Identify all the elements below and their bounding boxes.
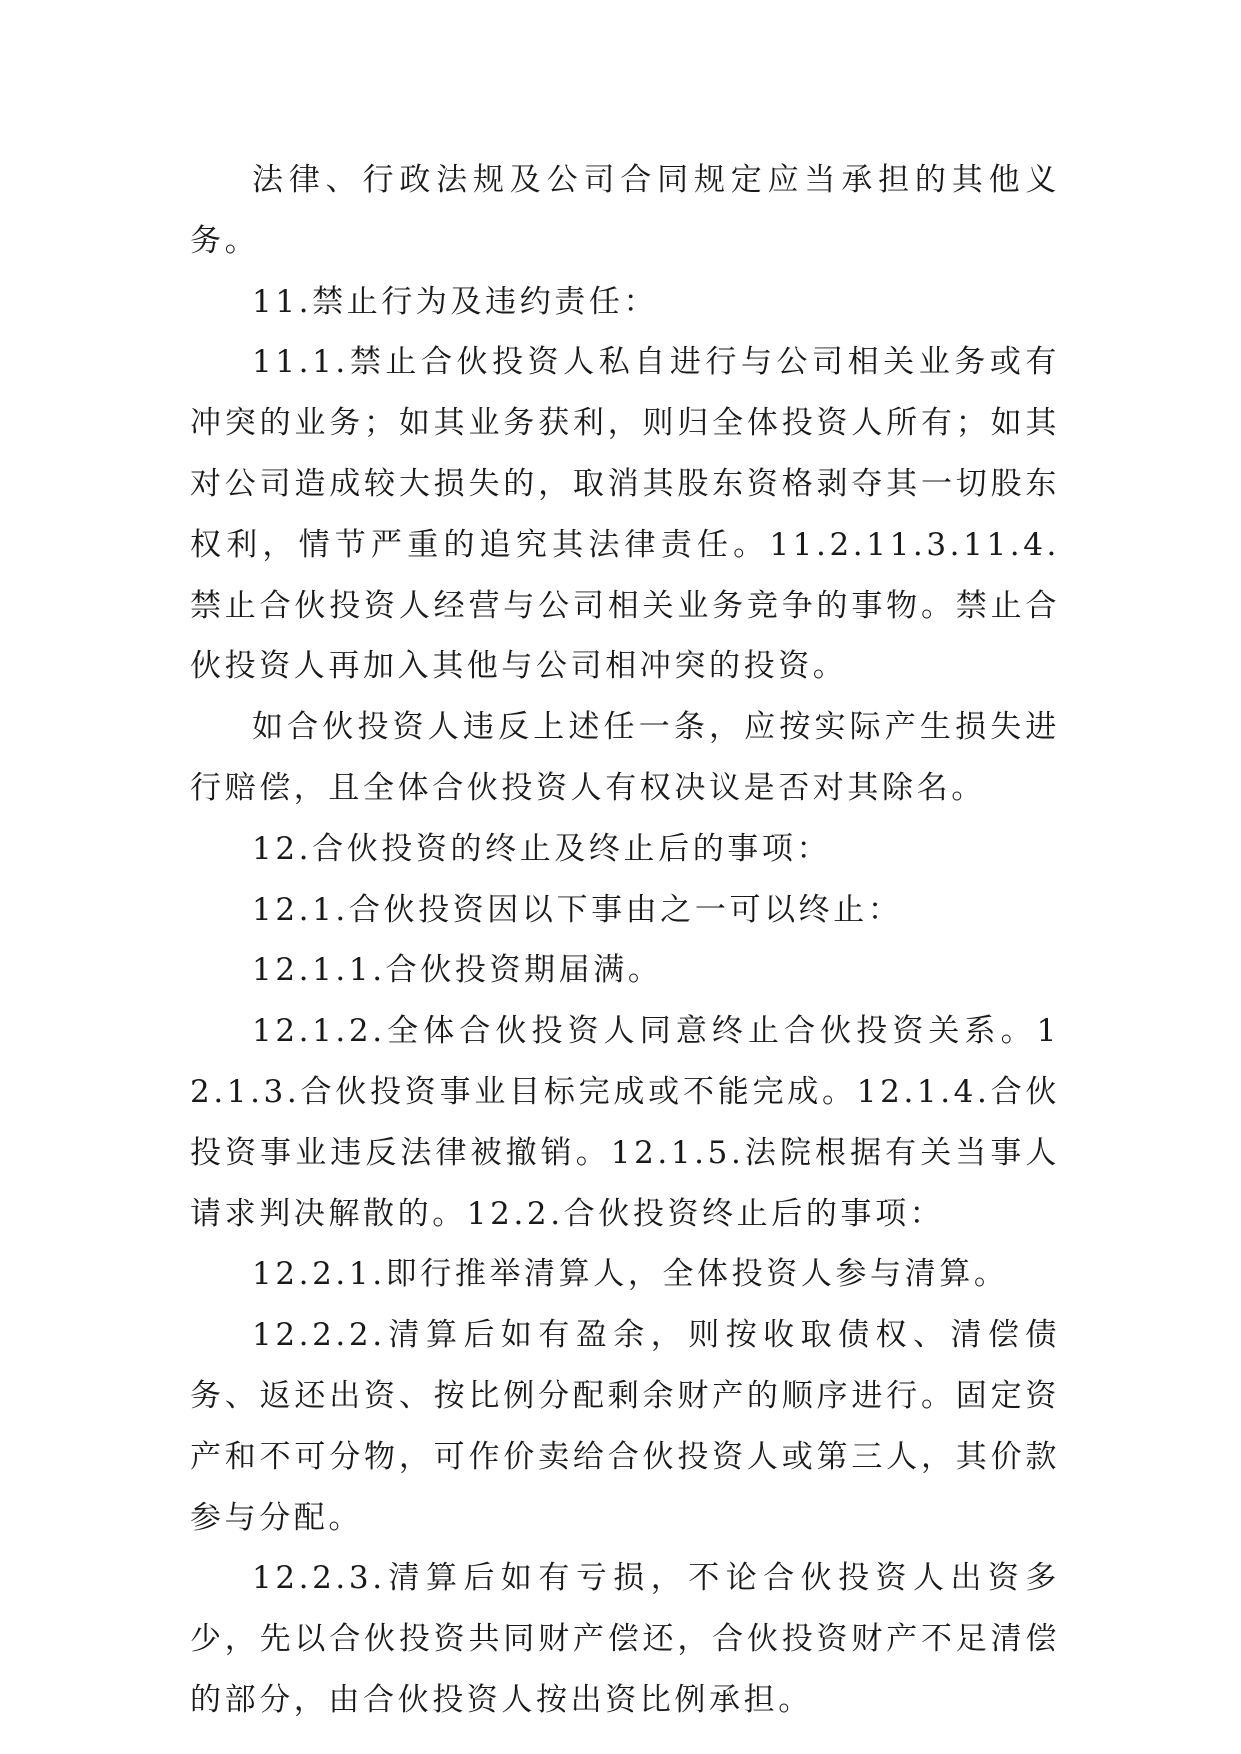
paragraph-12-2-2: 12.2.2.清算后如有盈余，则按收取债权、清偿债务、返还出资、按比例分配剩余财产的顺序进行。固定资产和不可分物，可作价卖给合伙投资人或第三人，其价款参与分配。 — [190, 1317, 1060, 1536]
paragraph-compensation: 如合伙投资人违反上述任一条，应按实际产生损失进行赔偿，且全体合伙投资人有权决议是否对其除名。 — [190, 709, 1060, 806]
paragraph-12-1-1: 12.1.1.合伙投资期届满。 — [252, 952, 663, 989]
paragraph-12-2-3: 12.2.3.清算后如有亏损，不论合伙投资人出资多少，先以合伙投资共同财产偿还，合伙投资财产不足清偿的部分，由合伙投资人按出资比例承担。 — [190, 1560, 1060, 1718]
paragraph-12-1: 12.1.合伙投资因以下事由之一可以终止： — [252, 891, 903, 928]
paragraph-11-1: 11.1.禁止合伙投资人私自进行与公司相关业务或有冲突的业务；如其业务获利，则归全体投资人所有；如其对公司造成较大损失的，取消其股东资格剥夺其一切股东权利，情节严重的追究其法律责任。11.2.11.3.11.4.禁止合伙投资人经营与公司相关业务竞争的事物。禁止合伙投资人再加入其他与公司相冲突的投资。 — [190, 344, 1060, 685]
heading-section-11: 11.禁止行为及违约责任： — [252, 283, 659, 320]
paragraph-12-1-2: 12.1.2.全体合伙投资人同意终止合伙投资关系。12.1.3.合伙投资事业目标完成或不能完成。12.1.4.合伙投资事业违反法律被撤销。12.1.5.法院根据有关当事人请求判决解散的。12.2.合伙投资终止后的事项： — [190, 1013, 1060, 1232]
paragraph-12-2-1: 12.2.1.即行推举清算人，全体投资人参与清算。 — [252, 1256, 1009, 1293]
heading-section-12: 12.合伙投资的终止及终止后的事项： — [252, 830, 832, 867]
document-page — [190, 150, 1060, 1731]
paragraph-other-obligations: 法律、行政法规及公司合同规定应当承担的其他义务。 — [190, 162, 1060, 259]
